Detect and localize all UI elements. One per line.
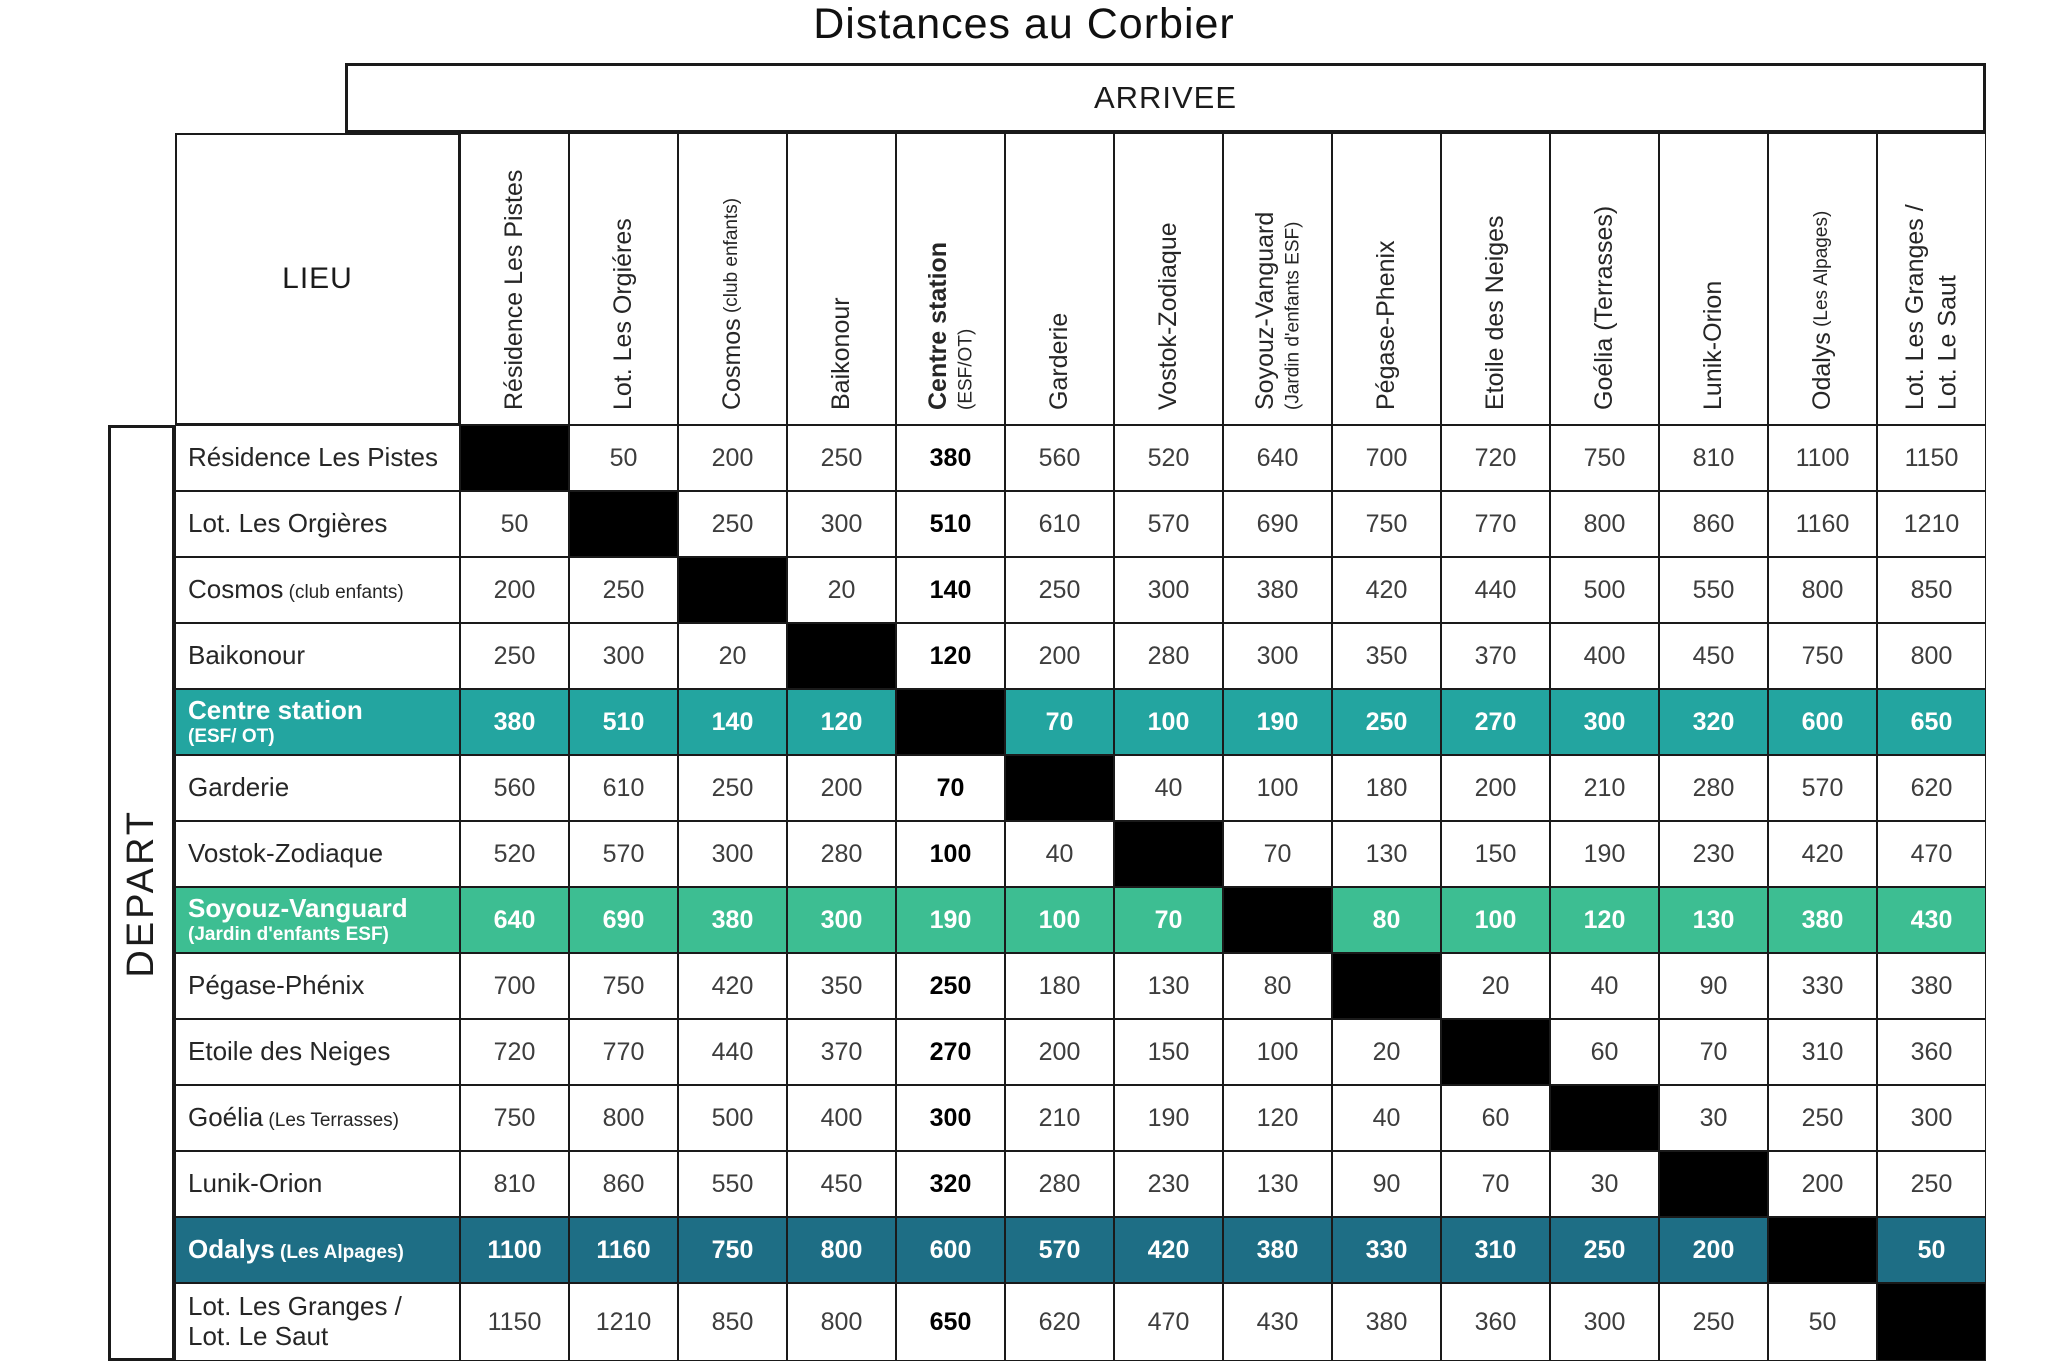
cell-r13-c10: 310 xyxy=(1441,1217,1550,1283)
cell-r4-c6: 200 xyxy=(1005,623,1114,689)
cell-r5-c9: 250 xyxy=(1332,689,1441,755)
cell-r8-c7: 70 xyxy=(1114,887,1223,953)
cell-r8-c9: 80 xyxy=(1332,887,1441,953)
cell-r2-c5: 510 xyxy=(896,491,1005,557)
diagonal-cell-r5 xyxy=(896,689,1005,755)
cell-r8-c3: 380 xyxy=(678,887,787,953)
cell-r9-c10: 20 xyxy=(1441,953,1550,1019)
cell-r3-c8: 380 xyxy=(1223,557,1332,623)
cell-r2-c14: 1210 xyxy=(1877,491,1986,557)
cell-r4-c11: 400 xyxy=(1550,623,1659,689)
cell-r9-c4: 350 xyxy=(787,953,896,1019)
depart-label: DEPART xyxy=(120,808,162,978)
row-label-10: Etoile des Neiges xyxy=(175,1019,460,1085)
cell-r11-c10: 60 xyxy=(1441,1085,1550,1151)
cell-r4-c13: 750 xyxy=(1768,623,1877,689)
cell-r5-c12: 320 xyxy=(1659,689,1768,755)
lieu-header: LIEU xyxy=(175,133,460,425)
cell-r13-c6: 570 xyxy=(1005,1217,1114,1283)
cell-r14-c2: 1210 xyxy=(569,1283,678,1361)
cell-r8-c12: 130 xyxy=(1659,887,1768,953)
cell-r11-c4: 400 xyxy=(787,1085,896,1151)
col-header-9: Pégase-Phenix xyxy=(1332,133,1441,425)
cell-r11-c3: 500 xyxy=(678,1085,787,1151)
cell-r9-c5: 250 xyxy=(896,953,1005,1019)
cell-r6-c9: 180 xyxy=(1332,755,1441,821)
cell-r7-c13: 420 xyxy=(1768,821,1877,887)
cell-r1-c12: 810 xyxy=(1659,425,1768,491)
cell-r10-c14: 360 xyxy=(1877,1019,1986,1085)
cell-r12-c14: 250 xyxy=(1877,1151,1986,1217)
cell-r13-c11: 250 xyxy=(1550,1217,1659,1283)
diagonal-cell-r3 xyxy=(678,557,787,623)
row-label-3: Cosmos (club enfants) xyxy=(175,557,460,623)
cell-r14-c5: 650 xyxy=(896,1283,1005,1361)
cell-r10-c12: 70 xyxy=(1659,1019,1768,1085)
cell-r11-c12: 30 xyxy=(1659,1085,1768,1151)
row-label-14: Lot. Les Granges / Lot. Le Saut xyxy=(175,1283,460,1361)
diagonal-cell-r6 xyxy=(1005,755,1114,821)
diagonal-cell-r7 xyxy=(1114,821,1223,887)
cell-r6-c7: 40 xyxy=(1114,755,1223,821)
row-label-8: Soyouz-Vanguard (Jardin d'enfants ESF) xyxy=(175,887,460,953)
diagonal-cell-r11 xyxy=(1550,1085,1659,1151)
col-header-10: Etoile des Neiges xyxy=(1441,133,1550,425)
cell-r7-c14: 470 xyxy=(1877,821,1986,887)
diagonal-cell-r4 xyxy=(787,623,896,689)
cell-r2-c7: 570 xyxy=(1114,491,1223,557)
cell-r4-c14: 800 xyxy=(1877,623,1986,689)
cell-r13-c4: 800 xyxy=(787,1217,896,1283)
cell-r5-c1: 380 xyxy=(460,689,569,755)
cell-r5-c13: 600 xyxy=(1768,689,1877,755)
col-header-7: Vostok-Zodiaque xyxy=(1114,133,1223,425)
cell-r11-c5: 300 xyxy=(896,1085,1005,1151)
cell-r8-c1: 640 xyxy=(460,887,569,953)
diagonal-cell-r8 xyxy=(1223,887,1332,953)
cell-r5-c10: 270 xyxy=(1441,689,1550,755)
cell-r11-c6: 210 xyxy=(1005,1085,1114,1151)
cell-r5-c7: 100 xyxy=(1114,689,1223,755)
row-label-12: Lunik-Orion xyxy=(175,1151,460,1217)
cell-r5-c4: 120 xyxy=(787,689,896,755)
row-label-11: Goélia (Les Terrasses) xyxy=(175,1085,460,1151)
cell-r12-c6: 280 xyxy=(1005,1151,1114,1217)
cell-r6-c1: 560 xyxy=(460,755,569,821)
row-label-7: Vostok-Zodiaque xyxy=(175,821,460,887)
cell-r3-c10: 440 xyxy=(1441,557,1550,623)
cell-r3-c1: 200 xyxy=(460,557,569,623)
cell-r3-c5: 140 xyxy=(896,557,1005,623)
cell-r1-c5: 380 xyxy=(896,425,1005,491)
cell-r1-c3: 200 xyxy=(678,425,787,491)
cell-r7-c10: 150 xyxy=(1441,821,1550,887)
cell-r4-c7: 280 xyxy=(1114,623,1223,689)
cell-r8-c5: 190 xyxy=(896,887,1005,953)
col-header-4: Baikonour xyxy=(787,133,896,425)
cell-r7-c3: 300 xyxy=(678,821,787,887)
cell-r13-c12: 200 xyxy=(1659,1217,1768,1283)
cell-r13-c7: 420 xyxy=(1114,1217,1223,1283)
col-header-11: Goélia (Terrasses) xyxy=(1550,133,1659,425)
cell-r10-c6: 200 xyxy=(1005,1019,1114,1085)
cell-r14-c11: 300 xyxy=(1550,1283,1659,1361)
col-header-13: Odalys (Les Alpages) xyxy=(1768,133,1877,425)
cell-r13-c1: 1100 xyxy=(460,1217,569,1283)
cell-r6-c2: 610 xyxy=(569,755,678,821)
cell-r10-c9: 20 xyxy=(1332,1019,1441,1085)
cell-r6-c8: 100 xyxy=(1223,755,1332,821)
cell-r3-c4: 20 xyxy=(787,557,896,623)
cell-r12-c10: 70 xyxy=(1441,1151,1550,1217)
cell-r5-c3: 140 xyxy=(678,689,787,755)
cell-r14-c8: 430 xyxy=(1223,1283,1332,1361)
cell-r7-c5: 100 xyxy=(896,821,1005,887)
col-header-2: Lot. Les Orgiéres xyxy=(569,133,678,425)
cell-r9-c3: 420 xyxy=(678,953,787,1019)
cell-r14-c10: 360 xyxy=(1441,1283,1550,1361)
diagonal-cell-r2 xyxy=(569,491,678,557)
cell-r2-c8: 690 xyxy=(1223,491,1332,557)
cell-r4-c10: 370 xyxy=(1441,623,1550,689)
row-label-9: Pégase-Phénix xyxy=(175,953,460,1019)
cell-r9-c14: 380 xyxy=(1877,953,1986,1019)
cell-r7-c6: 40 xyxy=(1005,821,1114,887)
cell-r9-c12: 90 xyxy=(1659,953,1768,1019)
cell-r10-c2: 770 xyxy=(569,1019,678,1085)
cell-r10-c4: 370 xyxy=(787,1019,896,1085)
row-label-6: Garderie xyxy=(175,755,460,821)
cell-r5-c6: 70 xyxy=(1005,689,1114,755)
cell-r1-c8: 640 xyxy=(1223,425,1332,491)
cell-r4-c5: 120 xyxy=(896,623,1005,689)
cell-r3-c6: 250 xyxy=(1005,557,1114,623)
cell-r8-c13: 380 xyxy=(1768,887,1877,953)
cell-r10-c1: 720 xyxy=(460,1019,569,1085)
cell-r7-c9: 130 xyxy=(1332,821,1441,887)
cell-r11-c9: 40 xyxy=(1332,1085,1441,1151)
cell-r6-c4: 200 xyxy=(787,755,896,821)
cell-r2-c4: 300 xyxy=(787,491,896,557)
cell-r9-c8: 80 xyxy=(1223,953,1332,1019)
cell-r12-c9: 90 xyxy=(1332,1151,1441,1217)
cell-r14-c13: 50 xyxy=(1768,1283,1877,1361)
cell-r12-c8: 130 xyxy=(1223,1151,1332,1217)
cell-r12-c2: 860 xyxy=(569,1151,678,1217)
cell-r5-c2: 510 xyxy=(569,689,678,755)
cell-r14-c1: 1150 xyxy=(460,1283,569,1361)
cell-r5-c8: 190 xyxy=(1223,689,1332,755)
cell-r10-c8: 100 xyxy=(1223,1019,1332,1085)
row-label-13: Odalys (Les Alpages) xyxy=(175,1217,460,1283)
cell-r3-c13: 800 xyxy=(1768,557,1877,623)
cell-r7-c8: 70 xyxy=(1223,821,1332,887)
cell-r12-c11: 30 xyxy=(1550,1151,1659,1217)
cell-r2-c11: 800 xyxy=(1550,491,1659,557)
cell-r2-c10: 770 xyxy=(1441,491,1550,557)
cell-r6-c12: 280 xyxy=(1659,755,1768,821)
cell-r10-c11: 60 xyxy=(1550,1019,1659,1085)
cell-r2-c6: 610 xyxy=(1005,491,1114,557)
cell-r8-c6: 100 xyxy=(1005,887,1114,953)
cell-r6-c13: 570 xyxy=(1768,755,1877,821)
cell-r9-c11: 40 xyxy=(1550,953,1659,1019)
col-header-5: Centre station (ESF/OT) xyxy=(896,133,1005,425)
cell-r2-c9: 750 xyxy=(1332,491,1441,557)
cell-r1-c6: 560 xyxy=(1005,425,1114,491)
cell-r4-c2: 300 xyxy=(569,623,678,689)
cell-r5-c11: 300 xyxy=(1550,689,1659,755)
cell-r13-c14: 50 xyxy=(1877,1217,1986,1283)
cell-r7-c2: 570 xyxy=(569,821,678,887)
cell-r4-c3: 20 xyxy=(678,623,787,689)
cell-r12-c4: 450 xyxy=(787,1151,896,1217)
cell-r1-c13: 1100 xyxy=(1768,425,1877,491)
cell-r1-c14: 1150 xyxy=(1877,425,1986,491)
cell-r8-c4: 300 xyxy=(787,887,896,953)
cell-r3-c12: 550 xyxy=(1659,557,1768,623)
cell-r13-c8: 380 xyxy=(1223,1217,1332,1283)
cell-r14-c9: 380 xyxy=(1332,1283,1441,1361)
cell-r11-c8: 120 xyxy=(1223,1085,1332,1151)
row-label-4: Baikonour xyxy=(175,623,460,689)
diagonal-cell-r12 xyxy=(1659,1151,1768,1217)
cell-r7-c1: 520 xyxy=(460,821,569,887)
col-header-12: Lunik-Orion xyxy=(1659,133,1768,425)
cell-r6-c5: 70 xyxy=(896,755,1005,821)
col-header-1: Résidence Les Pistes xyxy=(460,133,569,425)
cell-r11-c14: 300 xyxy=(1877,1085,1986,1151)
cell-r6-c11: 210 xyxy=(1550,755,1659,821)
cell-r1-c10: 720 xyxy=(1441,425,1550,491)
cell-r8-c2: 690 xyxy=(569,887,678,953)
cell-r14-c12: 250 xyxy=(1659,1283,1768,1361)
diagonal-cell-r14 xyxy=(1877,1283,1986,1361)
cell-r9-c2: 750 xyxy=(569,953,678,1019)
cell-r12-c3: 550 xyxy=(678,1151,787,1217)
cell-r10-c7: 150 xyxy=(1114,1019,1223,1085)
cell-r8-c11: 120 xyxy=(1550,887,1659,953)
cell-r11-c1: 750 xyxy=(460,1085,569,1151)
cell-r4-c1: 250 xyxy=(460,623,569,689)
cell-r4-c12: 450 xyxy=(1659,623,1768,689)
cell-r7-c12: 230 xyxy=(1659,821,1768,887)
cell-r4-c8: 300 xyxy=(1223,623,1332,689)
cell-r7-c4: 280 xyxy=(787,821,896,887)
cell-r11-c13: 250 xyxy=(1768,1085,1877,1151)
col-header-14: Lot. Les Granges / Lot. Le Saut xyxy=(1877,133,1986,425)
cell-r3-c2: 250 xyxy=(569,557,678,623)
cell-r13-c9: 330 xyxy=(1332,1217,1441,1283)
cell-r12-c5: 320 xyxy=(896,1151,1005,1217)
depart-header xyxy=(108,425,175,1361)
cell-r8-c14: 430 xyxy=(1877,887,1986,953)
cell-r13-c5: 600 xyxy=(896,1217,1005,1283)
cell-r2-c3: 250 xyxy=(678,491,787,557)
cell-r11-c2: 800 xyxy=(569,1085,678,1151)
row-label-1: Résidence Les Pistes xyxy=(175,425,460,491)
cell-r9-c13: 330 xyxy=(1768,953,1877,1019)
diagonal-cell-r9 xyxy=(1332,953,1441,1019)
cell-r14-c7: 470 xyxy=(1114,1283,1223,1361)
page-title: Distances au Corbier xyxy=(813,0,1235,48)
cell-r1-c11: 750 xyxy=(1550,425,1659,491)
cell-r3-c7: 300 xyxy=(1114,557,1223,623)
cell-r9-c6: 180 xyxy=(1005,953,1114,1019)
cell-r7-c11: 190 xyxy=(1550,821,1659,887)
diagonal-cell-r10 xyxy=(1441,1019,1550,1085)
cell-r12-c13: 200 xyxy=(1768,1151,1877,1217)
cell-r10-c3: 440 xyxy=(678,1019,787,1085)
col-header-6: Garderie xyxy=(1005,133,1114,425)
row-label-2: Lot. Les Orgières xyxy=(175,491,460,557)
cell-r5-c14: 650 xyxy=(1877,689,1986,755)
cell-r1-c9: 700 xyxy=(1332,425,1441,491)
cell-r12-c1: 810 xyxy=(460,1151,569,1217)
cell-r14-c6: 620 xyxy=(1005,1283,1114,1361)
cell-r2-c12: 860 xyxy=(1659,491,1768,557)
cell-r9-c1: 700 xyxy=(460,953,569,1019)
cell-r14-c3: 850 xyxy=(678,1283,787,1361)
cell-r4-c9: 350 xyxy=(1332,623,1441,689)
cell-r13-c3: 750 xyxy=(678,1217,787,1283)
cell-r1-c7: 520 xyxy=(1114,425,1223,491)
cell-r6-c3: 250 xyxy=(678,755,787,821)
cell-r11-c7: 190 xyxy=(1114,1085,1223,1151)
diagonal-cell-r1 xyxy=(460,425,569,491)
col-header-8: Soyouz-Vanguard (Jardin d'enfants ESF) xyxy=(1223,133,1332,425)
cell-r2-c13: 1160 xyxy=(1768,491,1877,557)
row-label-5: Centre station (ESF/ OT) xyxy=(175,689,460,755)
cell-r10-c13: 310 xyxy=(1768,1019,1877,1085)
arrivee-header: ARRIVEE xyxy=(345,63,1986,133)
diagonal-cell-r13 xyxy=(1768,1217,1877,1283)
cell-r3-c11: 500 xyxy=(1550,557,1659,623)
cell-r1-c4: 250 xyxy=(787,425,896,491)
cell-r3-c14: 850 xyxy=(1877,557,1986,623)
cell-r3-c9: 420 xyxy=(1332,557,1441,623)
distance-matrix-table xyxy=(108,63,1986,1361)
cell-r9-c7: 130 xyxy=(1114,953,1223,1019)
cell-r13-c2: 1160 xyxy=(569,1217,678,1283)
cell-r10-c5: 270 xyxy=(896,1019,1005,1085)
cell-r14-c4: 800 xyxy=(787,1283,896,1361)
cell-r6-c10: 200 xyxy=(1441,755,1550,821)
cell-r2-c1: 50 xyxy=(460,491,569,557)
cell-r6-c14: 620 xyxy=(1877,755,1986,821)
cell-r8-c10: 100 xyxy=(1441,887,1550,953)
cell-r12-c7: 230 xyxy=(1114,1151,1223,1217)
cell-r1-c2: 50 xyxy=(569,425,678,491)
col-header-3: Cosmos (club enfants) xyxy=(678,133,787,425)
